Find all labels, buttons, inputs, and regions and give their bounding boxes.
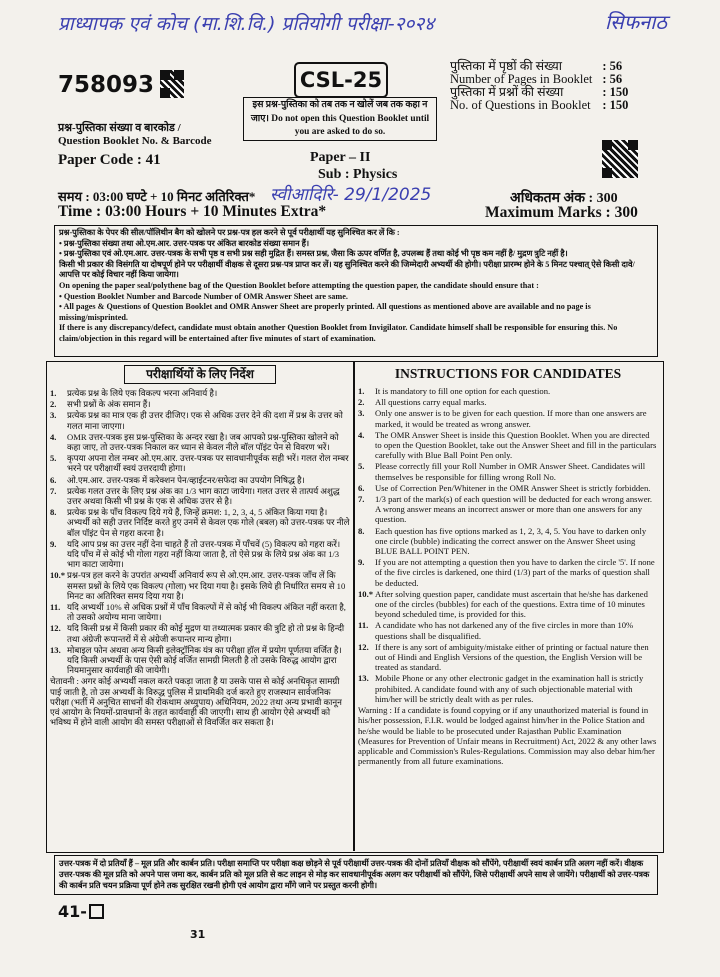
barcode-label-en: Question Booklet No. & Barcode bbox=[58, 135, 212, 147]
hindi-warning: चेतावनी : अगर कोई अभ्यर्थी नकल करते पकड़ा जाता है या उसके पास से कोई अनधिकृत सामग्री पाई जाती है, तो उस अभ्यर्थी के विरुद्ध पुलिस में प्राथमिकी दर्ज करते हुए राजस्थान सार्वजनिक परीक्षा (भर्ती में अनुचित साधनों की रोकथाम अध्युपाय) अधिनियम, 2022 तथा अन्य प्रभावी कानून एवं आयोग के नियमों-प्रावधानों के तहत कार्यवाही की जाएगी। साथ ही आयोग ऐसे अभ्यर्थी को भविष्य में होने वाली आयोग की समस्त परीक्षाओं से विवर्जित कर सकता है। bbox=[50, 676, 342, 728]
hindi-instruction-item bbox=[50, 570, 350, 601]
hindi-instruction-item-text: प्रत्येक प्रश्न का मात्र एक ही उत्तर दीजिए। एक से अधिक उत्तर देने की दशा में प्रश्न के उत्तर को गलत माना जाएगा। bbox=[67, 410, 343, 431]
paper-label: Paper – II bbox=[310, 150, 371, 165]
english-instruction-item-number: 9. bbox=[358, 557, 365, 568]
hindi-instruction-item-number: 11. bbox=[50, 602, 61, 613]
footer-note: उत्तर-पत्रक में दो प्रतियाँ हैं – मूल प्रति और कार्बन प्रति। परीक्षा समाप्ति पर परीक्षा कक्ष छोड़ने से पूर्व परीक्षार्थी उत्तर-पत्रक की दोनों प्रतियाँ वीक्षक को सौंपेंगे, परीक्षार्थी स्वयं कार्बन प्रति अलग नहीं करें। वीक्षक उत्तर-पत्रक की मूल प्रति को अपने पास जमा कर, कार्बन प्रति को मूल प्रति से कट लाइन से मोड़ कर सावधानीपूर्वक अलग कर परीक्षार्थी को सौंपेंगे, जिसे परीक्षार्थी अपने साथ ले जायेंगे। परीक्षार्थी को उत्तर-पत्रक की कार्बन प्रति चयन प्रक्रिया पूर्ण होने तक सुरक्षित रखनी होगी एवं आयोग द्वारा माँगे जाने पर प्रस्तुत करनी होगी। bbox=[54, 855, 658, 895]
english-instruction-item bbox=[358, 386, 658, 396]
hindi-instruction-item-number: 12. bbox=[50, 623, 61, 634]
english-instruction-item bbox=[358, 430, 658, 461]
english-instruction-item bbox=[358, 620, 658, 640]
booklet-code-box bbox=[294, 62, 388, 98]
hindi-instruction-item-text: प्रत्येक गलत उत्तर के लिए प्रश्न अंक का 1/3 भाग काटा जायेगा। गलत उत्तर से तात्पर्य अशुद्ध उत्तर अथवा किसी भी प्रश्न के एक से अधिक उत्तर से है। bbox=[67, 485, 340, 507]
english-instruction-item-number: 1. bbox=[358, 386, 365, 396]
hindi-instruction-item bbox=[50, 475, 350, 485]
english-instruction-item-text: All questions carry equal marks. bbox=[375, 397, 487, 408]
english-instruction-item-number: 13. bbox=[358, 673, 369, 684]
english-instruction-item-text: A candidate who has not darkened any of the five circles in more than 10% questions shall be disqualified. bbox=[375, 620, 634, 641]
hindi-instruction-item-text: यदि किसी प्रश्न में किसी प्रकार की कोई मुद्रण या तथ्यात्मक प्रकार की त्रुटि हो तो प्रश्न के हिन्दी तथा अंग्रेजी रूपान्तरों में से अंग्रेजी रूपान्तर मान्य होगा। bbox=[67, 623, 345, 644]
pre-note-hi-b1: • प्रश्न-पुस्तिका संख्या तथा ओ.एम.आर. उत्तर-पत्रक पर अंकित बारकोड संख्या समान हैं। bbox=[59, 238, 310, 248]
footer-code bbox=[58, 902, 104, 921]
english-instruction-item bbox=[358, 589, 658, 620]
english-instruction-item-text: If there is any sort of ambiguity/mistake either of printing or factual nature then out of Hindi and English Versions of the question, the English Version will be treated as standard. bbox=[375, 641, 649, 673]
english-instruction-item bbox=[358, 642, 658, 673]
questions-hi-value: : 150 bbox=[602, 85, 629, 99]
pre-note-en-b1: • Question Booklet Number and Barcode Number of OMR Answer Sheet are same. bbox=[59, 291, 348, 301]
english-instruction-item-text: It is mandatory to fill one option for each question. bbox=[375, 386, 551, 396]
handwritten-paper-note: स्वीआदिरि- 29/1/2025 bbox=[270, 185, 432, 205]
hindi-instruction-item bbox=[50, 410, 350, 430]
english-warning: Warning : If a candidate is found copying or if any unauthorized material is found in his/her possession, F.I.R. would be lodged against him/her in the Police Station and he/she would be liable to be prosecuted under Rajasthan Public Examination (Measures for Prevention of Unfair means in Recruitment) Act, 2022 & any other laws applicable and Commission's Rules-Regulations. Commission may also debar him/her permanently from all future examinations. bbox=[358, 705, 657, 767]
pre-exam-note bbox=[54, 225, 658, 357]
questions-en-value: : 150 bbox=[602, 98, 629, 112]
hindi-instruction-item bbox=[50, 623, 350, 643]
english-instruction-item-number: 10.* bbox=[358, 588, 374, 599]
pre-note-en-b3: If there is any discrepancy/defect, candidate must obtain another Question Booklet from Invigilator. Candidate himself shall be responsible for ensuring this. No claim/objection in this regard will be entertained after five minutes of start of examination. bbox=[59, 323, 618, 343]
hindi-instruction-item bbox=[50, 645, 350, 676]
english-instruction-item bbox=[358, 461, 658, 481]
english-instruction-item bbox=[358, 557, 658, 588]
hindi-instruction-item bbox=[50, 388, 350, 398]
english-instruction-item-number: 2. bbox=[358, 397, 365, 408]
questions-en-row bbox=[448, 99, 630, 112]
hindi-instruction-item-number: 7. bbox=[50, 485, 57, 496]
hindi-instructions-title-text: परीक्षार्थियों के लिए निर्देश bbox=[146, 367, 254, 381]
english-instruction-item-number: 7. bbox=[358, 494, 365, 505]
hindi-instruction-item bbox=[50, 432, 350, 452]
hindi-instruction-item bbox=[50, 507, 350, 538]
hindi-instruction-item-number: 8. bbox=[50, 507, 57, 518]
handwritten-header-note: प्राध्यापक एवं कोच (मा.शि.वि.) प्रतियोगी परीक्षा-२०२४ bbox=[58, 13, 435, 35]
pre-note-hi-intro: प्रश्न-पुस्तिका के पेपर की सील/पॉलिथीन बैग को खोलने पर प्रश्न-पत्र हल करने से पूर्व परीक्षार्थी यह सुनिश्चित कर लें कि : bbox=[59, 228, 400, 237]
english-instruction-item-text: 1/3 part of the mark(s) of each question will be deducted for each wrong answer. A wrong answer means an incorrect answer or more than one answers for any question. bbox=[375, 494, 653, 525]
time-hi: समय : 03:00 घण्टे + 10 मिनट अतिरिक्त* bbox=[58, 189, 256, 204]
english-instruction-item-number: 12. bbox=[358, 641, 369, 652]
hindi-instruction-list bbox=[50, 388, 350, 675]
hindi-instruction-item-text: प्रत्येक प्रश्न के पाँच विकल्प दिये गये हैं, जिन्हें क्रमश: 1, 2, 3, 4, 5 अंकित किया गया है। अभ्यर्थी को सही उत्तर निर्दिष्ट करते हुए उनमें से केवल एक गोले (बबल) को उत्तर-पत्रक पर नीले बॉल पॉइंट पेन से गहरा करना है। bbox=[67, 507, 350, 538]
english-instruction-item-text: Each question has five options marked as 1, 2, 3, 4, 5. You have to darken only one circle (bubble) indicating the correct answer on the Answer Sheet using BLUE BALL POINT PEN. bbox=[375, 525, 647, 557]
paper-code: Paper Code : 41 bbox=[58, 152, 161, 168]
english-instruction-item-number: 4. bbox=[358, 429, 365, 440]
pages-en-value: : 56 bbox=[602, 72, 623, 86]
english-instruction-item-number: 5. bbox=[358, 461, 365, 472]
barcode-label-hi: प्रश्न-पुस्तिका संख्या व बारकोड / bbox=[58, 122, 181, 134]
handwritten-signature: सिफनाठ bbox=[605, 10, 668, 34]
hindi-instruction-item-number: 6. bbox=[50, 474, 57, 485]
english-instruction-item-text: Mobile Phone or any other electronic gadget in the examination hall is strictly prohibited. A candidate found with any of such objectionable material with him/her will be strictly dealt with as per rules. bbox=[375, 673, 644, 704]
hindi-instruction-item-number: 4. bbox=[50, 431, 57, 442]
english-instruction-item-text: Use of Correction Pen/Whitener in the OMR Answer Sheet is strictly forbidden. bbox=[375, 482, 651, 493]
hindi-instruction-item-text: OMR उत्तर-पत्रक इस प्रश्न-पुस्तिका के अन्दर रखा है। जब आपको प्रश्न-पुस्तिका खोलने को कहा जाए, तो उत्तर-पत्रक निकाल कर ध्यान से केवल नीले बॉल पॉइंट पेन से विवरण भरें। bbox=[67, 431, 339, 453]
hindi-instruction-item-text: यदि अभ्यर्थी 10% से अधिक प्रश्नों में पाँच विकल्पों में से कोई भी विकल्प अंकित नहीं करता है, तो उसको अयोग्य माना जायेगा। bbox=[67, 602, 346, 623]
english-instruction-item-text: After solving question paper, candidate must ascertain that he/she has darkened one of the circles (bubbles) for each of the questions. Extra time of 10 minutes beyond scheduled time, is provided for this. bbox=[375, 588, 648, 620]
english-instruction-item-text: The OMR Answer Sheet is inside this Question Booklet. When you are directed to open the Question Booklet, take out the Answer Sheet and fill in the particulars carefully with Blue Ball Point Pen only. bbox=[375, 429, 657, 461]
hindi-instruction-item bbox=[50, 602, 350, 622]
footer-code-text: 41- bbox=[58, 902, 87, 921]
hindi-instruction-item bbox=[50, 486, 350, 506]
english-instruction-item-text: Please correctly fill your Roll Number in OMR Answer Sheet. Candidates will themselves be responsible for filling wrong Roll No. bbox=[375, 461, 646, 482]
english-instruction-item-text: If you are not attempting a question then you have to darken the circle '5'. If none of the five circles is darkened, one third (1/3) part of the marks of question shall be deducted. bbox=[375, 557, 655, 588]
english-instruction-item bbox=[358, 494, 658, 525]
hindi-instruction-item bbox=[50, 539, 350, 570]
pages-en-label: Number of Pages in Booklet bbox=[450, 72, 593, 86]
hindi-instruction-item-text: सभी प्रश्नों के अंक समान हैं। bbox=[67, 399, 151, 410]
max-marks-hi: अधिकतम अंक : 300 bbox=[510, 191, 618, 206]
english-instruction-item bbox=[358, 397, 658, 407]
english-instructions-title-text: INSTRUCTIONS FOR CANDIDATES bbox=[394, 366, 622, 381]
hindi-instruction-item-text: मोबाइल फोन अथवा अन्य किसी इलेक्ट्रॉनिक यंत्र का परीक्षा हॉल में प्रयोग पूर्णतया वर्जित है। यदि किसी अभ्यर्थी के पास ऐसी कोई वर्जित सामग्री मिलती है तो उसके विरुद्ध आयोग द्वारा नियमानुसार कार्यवाही की जायेगी। bbox=[67, 644, 342, 676]
english-instruction-item bbox=[358, 483, 658, 493]
hindi-instruction-item-number: 2. bbox=[50, 399, 57, 410]
subject-label: Sub : Physics bbox=[318, 167, 398, 182]
booklet-number: 758093 bbox=[58, 72, 155, 98]
pre-note-en-intro: On opening the paper seal/polythene bag of the Question Booklet before attempting the question paper, the candidate should ensure that : bbox=[59, 280, 539, 290]
page-number: 31 bbox=[190, 928, 206, 941]
hindi-instruction-item-number: 9. bbox=[50, 538, 57, 549]
hindi-instruction-item-number: 1. bbox=[50, 388, 57, 398]
english-instruction-item bbox=[358, 526, 658, 557]
hindi-instruction-item-number: 3. bbox=[50, 410, 57, 421]
square-icon bbox=[89, 904, 104, 919]
hindi-instruction-item-text: प्रश्न-पत्र हल करने के उपरांत अभ्यर्थी अनिवार्य रूप से ओ.एम.आर. उत्तर-पत्रक जाँच लें कि समस्त प्रश्नों के लिये एक विकल्प (गोला) भर दिया गया है। इसके लिये ही निर्धारित समय से 10 मिनट का अतिरिक्त समय दिया गया है। bbox=[67, 570, 346, 601]
hindi-instruction-item-number: 13. bbox=[50, 644, 61, 655]
pages-hi-label: पुस्तिका में पृष्ठों की संख्या bbox=[450, 59, 562, 73]
paper-qr-code bbox=[602, 140, 638, 178]
english-instructions-title bbox=[358, 365, 658, 383]
english-instructions bbox=[358, 365, 658, 847]
pages-hi-value: : 56 bbox=[602, 59, 623, 73]
max-marks-en: Maximum Marks : 300 bbox=[485, 204, 638, 221]
english-instruction-item-number: 3. bbox=[358, 408, 365, 419]
english-instruction-item bbox=[358, 408, 658, 428]
do-not-open-text: इस प्रश्न-पुस्तिका को तब तक न खोलें जब तक कहा न जाए। Do not open this Question Booklet until you are asked to do so. bbox=[250, 100, 430, 137]
hindi-instructions-title bbox=[124, 365, 276, 384]
english-instruction-item bbox=[358, 673, 658, 704]
booklet-qr-code bbox=[160, 70, 184, 98]
questions-en-label: No. of Questions in Booklet bbox=[450, 98, 591, 112]
time-en: Time : 03:00 Hours + 10 Minutes Extra* bbox=[58, 203, 327, 220]
do-not-open-box bbox=[243, 97, 437, 141]
pre-note-hi-b3: किसी भी प्रकार की विसंगति या दोषपूर्ण होने पर परीक्षार्थी वीक्षक से दूसरा प्रश्न-पत्र प्राप्त कर लें। यह सुनिश्चित करने की जिम्मेदारी अभ्यर्थी की होगी। परीक्षा प्रारम्भ होने के 5 मिनट पश्चात् ऐसे किसी दावे/आपत्ति पर कोई विचार नहीं किया जायेगा। bbox=[59, 259, 635, 280]
english-instruction-list bbox=[358, 386, 658, 704]
hindi-instruction-item-number: 5. bbox=[50, 453, 57, 464]
booklet-counts-table bbox=[448, 60, 630, 112]
hindi-instructions bbox=[50, 365, 350, 847]
column-divider bbox=[353, 361, 355, 851]
hindi-instruction-item-text: कृपया अपना रोल नम्बर ओ.एम.आर. उत्तर-पत्रक पर सावधानीपूर्वक सही भरें। गलत रोल नम्बर भरने पर परीक्षार्थी स्वयं उत्तरदायी होगा। bbox=[67, 453, 349, 474]
hindi-instruction-item-text: यदि आप प्रश्न का उत्तर नहीं देना चाहते हैं तो उत्तर-पत्रक में पाँचवें (5) विकल्प को गहरा करें। यदि पाँच में से कोई भी गोला गहरा नहीं किया जाता है, तो ऐसे प्रश्न के लिये प्रश्न अंक का 1/3 भाग काटा जायेगा। bbox=[67, 538, 341, 570]
english-instruction-item-text: Only one answer is to be given for each question. If more than one answers are marked, it would be treated as wrong answer. bbox=[375, 408, 647, 429]
english-instruction-item-number: 11. bbox=[358, 620, 369, 631]
booklet-code-text: CSL-25 bbox=[299, 68, 383, 92]
hindi-instruction-item bbox=[50, 453, 350, 473]
pre-note-hi-b2: • प्रश्न-पुस्तिका एवं ओ.एम.आर. उत्तर-पत्रक के सभी पृष्ठ व सभी प्रश्न सही मुद्रित हैं। समस्त प्रश्न, जैसा कि ऊपर वर्णित है, उपलब्ध हैं तथा कोई भी पृष्ठ कम नहीं है/ मुद्रण त्रुटि नहीं है। bbox=[59, 249, 568, 259]
questions-hi-label: पुस्तिका में प्रश्नों की संख्या bbox=[450, 85, 564, 99]
hindi-instruction-item-number: 10.* bbox=[50, 570, 66, 581]
hindi-instruction-item-text: ओ.एम.आर. उत्तर-पत्रक में करेक्शन पेन/व्हाईटनर/सफेदा का उपयोग निषिद्ध है। bbox=[67, 474, 305, 485]
english-instruction-item-number: 6. bbox=[358, 482, 365, 493]
english-instruction-item-number: 8. bbox=[358, 525, 365, 536]
hindi-instruction-item bbox=[50, 399, 350, 409]
hindi-instruction-item-text: प्रत्येक प्रश्न के लिये एक विकल्प भरना अनिवार्य है। bbox=[67, 388, 218, 398]
pre-note-en-b2: • All pages & Questions of Question Booklet and OMR Answer Sheet are properly printed. All questions as mentioned above are available and no page is missing/misprinted. bbox=[59, 302, 591, 322]
